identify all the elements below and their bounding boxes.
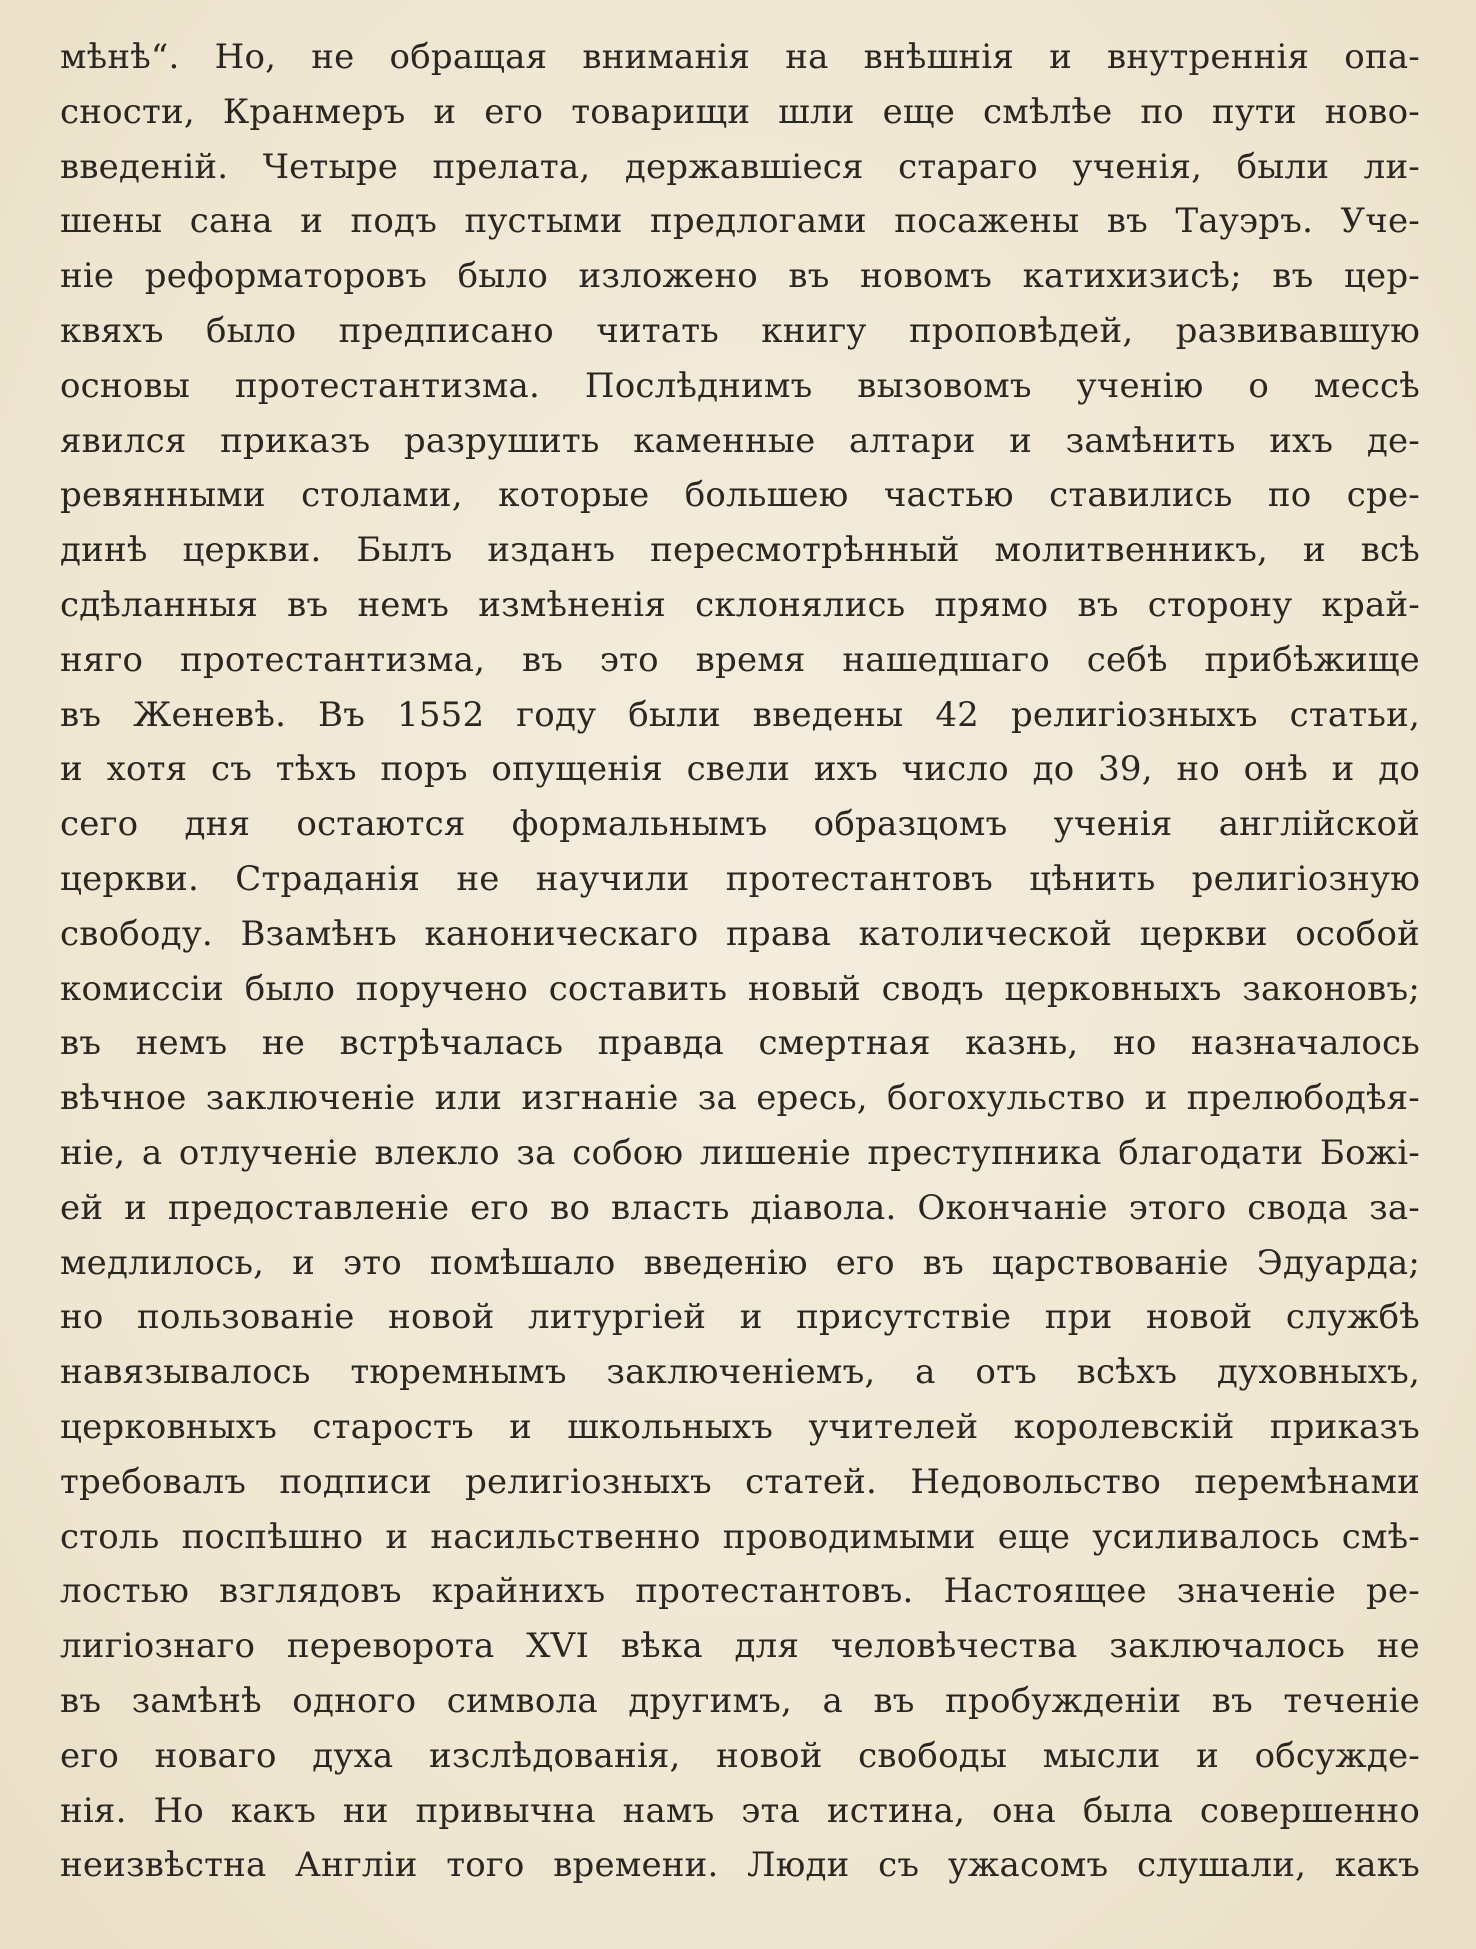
- text-line-17: свободу. Взамѣнъ каноническаго права католической церкви особой: [60, 913, 1420, 954]
- text-line-26: церковныхъ старостъ и школьныхъ учителей королевскій приказъ: [60, 1406, 1420, 1447]
- text-line-11: сдѣланныя въ немъ измѣненія склонялись прямо въ сторону край-: [60, 584, 1420, 625]
- text-line-16: церкви. Страданія не научили протестантовъ цѣнить религіозную: [60, 858, 1420, 899]
- text-line-13: въ Женевѣ. Въ 1552 году были введены 42 религіозныхъ статьи,: [60, 694, 1420, 735]
- text-line-1: мѣнѣ“. Но, не обращая вниманія на внѣшнія и внутреннія опа-: [60, 37, 1420, 77]
- text-line-24: но пользованіе новой литургіей и присутствіе при новой службѣ: [60, 1297, 1420, 1338]
- text-line-15: сего дня остаются формальнымъ образцомъ ученія англійской: [60, 804, 1420, 845]
- text-line-31: въ замѣнѣ одного символа другимъ, а въ пробужденіи въ теченіе: [60, 1680, 1420, 1721]
- text-line-20: вѣчное заключеніе или изгнаніе за ересь, богохульство и прелюбодѣя-: [60, 1078, 1420, 1119]
- text-line-27: требовалъ подписи религіозныхъ статей. Недовольство перемѣнами: [60, 1461, 1420, 1502]
- text-line-28: столь поспѣшно и насильственно проводимыми еще усиливалось смѣ-: [60, 1516, 1420, 1557]
- text-line-9: ревянными столами, которые большею частью ставились по сре-: [60, 475, 1420, 516]
- text-line-22: ей и предоставленіе его во власть діавола. Окончаніе этого свода за-: [60, 1187, 1420, 1228]
- text-line-21: ніе, а отлученіе влекло за собою лишеніе преступника благодати Божі-: [60, 1132, 1420, 1173]
- text-line-4: шены сана и подъ пустыми предлогами посажены въ Тауэръ. Уче-: [60, 201, 1420, 242]
- body-text: [60, 30, 1420, 1893]
- text-line-5: ніе реформаторовъ было изложено въ новомъ катихизисѣ; въ цер-: [60, 256, 1420, 297]
- text-line-19: въ немъ не встрѣчалась правда смертная казнь, но назначалось: [60, 1023, 1420, 1064]
- text-line-23: медлилось, и это помѣшало введенію его въ царствованіе Эдуарда;: [60, 1242, 1420, 1283]
- text-line-30: лигіознаго переворота XVI вѣка для человѣчества заключалось не: [60, 1626, 1420, 1667]
- text-line-29: лостью взглядовъ крайнихъ протестантовъ. Настоящее значеніе ре-: [60, 1571, 1420, 1612]
- text-line-12: няго протестантизма, въ это время нашедшаго себѣ прибѣжище: [60, 639, 1420, 680]
- text-line-6: квяхъ было предписано читать книгу проповѣдей, развивавшую: [60, 310, 1420, 351]
- text-line-8: явился приказъ разрушить каменные алтари и замѣнить ихъ де-: [60, 420, 1420, 461]
- text-line-2: сности, Кранмеръ и его товарищи шли еще смѣлѣе по пути ново-: [60, 91, 1420, 132]
- text-line-14: и хотя съ тѣхъ поръ опущенія свели ихъ число до 39, но онѣ и до: [60, 749, 1420, 790]
- text-line-33: нія. Но какъ ни привычна намъ эта истина, она была совершенно: [60, 1790, 1420, 1831]
- text-line-18: комиссіи было поручено составить новый сводъ церковныхъ законовъ;: [60, 968, 1420, 1009]
- text-line-7: основы протестантизма. Послѣднимъ вызовомъ ученію о мессѣ: [60, 365, 1420, 406]
- text-line-25: навязывалось тюремнымъ заключеніемъ, а отъ всѣхъ духовныхъ,: [60, 1352, 1420, 1393]
- text-line-3: введеній. Четыре прелата, державшіеся стараго ученія, были ли-: [60, 146, 1420, 187]
- text-line-34: неизвѣстна Англіи того времени. Люди съ ужасомъ слушали, какъ: [60, 1845, 1420, 1886]
- text-line-10: динѣ церкви. Былъ изданъ пересмотрѣнный молитвенникъ, и всѣ: [60, 530, 1420, 571]
- text-line-32: его новаго духа изслѣдованія, новой свободы мысли и обсужде-: [60, 1735, 1420, 1776]
